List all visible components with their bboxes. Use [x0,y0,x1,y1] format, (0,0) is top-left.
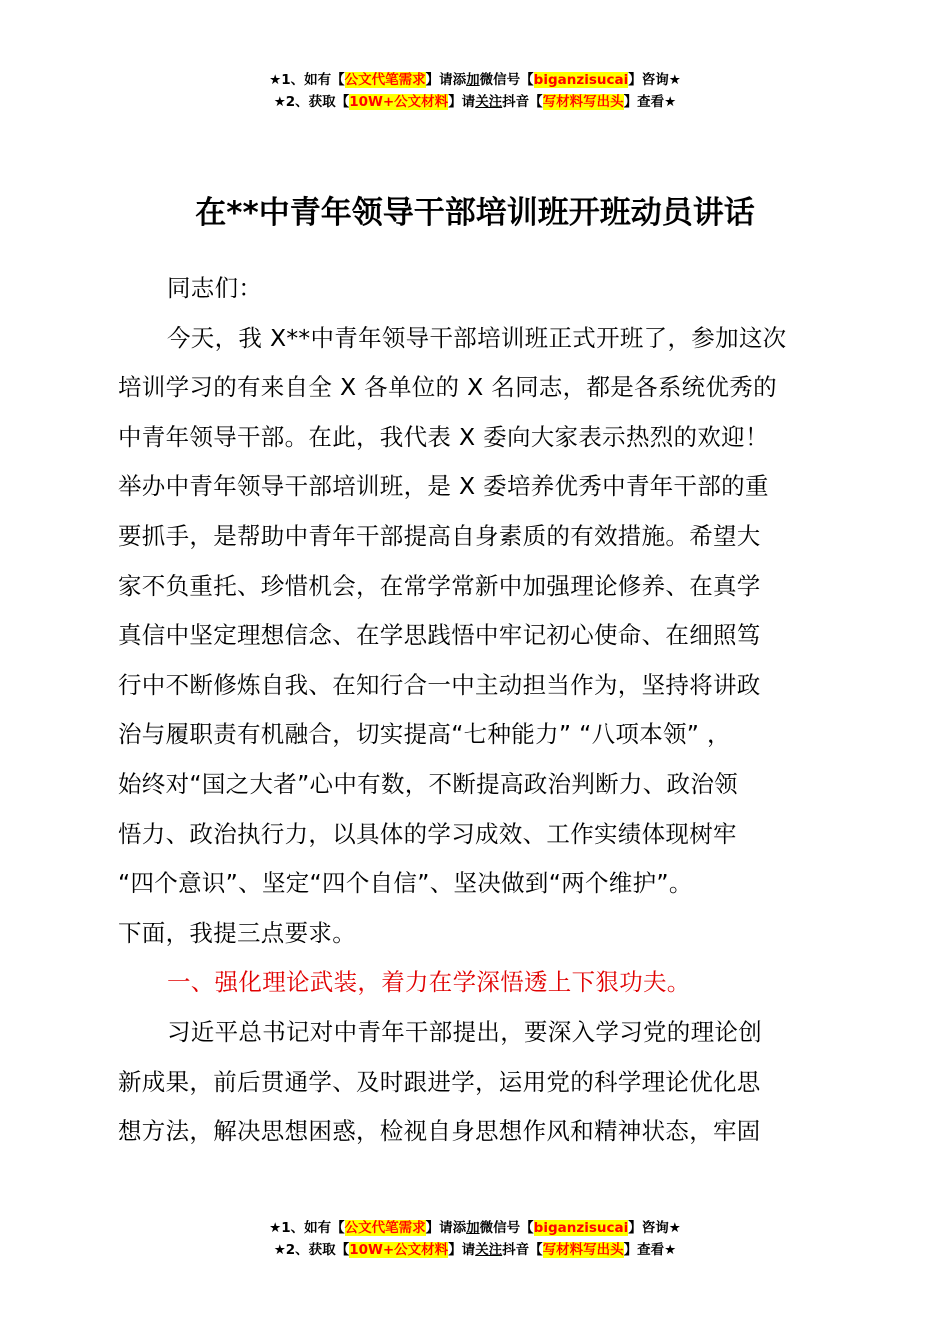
banner-underlined-text: 关注 [475,1242,503,1258]
banner-line-1 [0,1217,950,1239]
banner-text: ★2、获取【 [273,1242,350,1258]
paragraph-line: 治与履职责有机融合，切实提高“七种能力” “八项本领” ， [118,720,731,749]
paragraph-line: “四个意识”、坚定“四个自信”、坚决做到“两个维护”。 [118,869,693,898]
paragraph-line: 习近平总书记对中青年干部提出，要深入学习党的理论创 [167,1017,762,1046]
banner-highlight: 公文代笔需求 [344,72,426,88]
paragraph-1 [118,314,833,959]
paragraph-line: 真信中坚定理想信念、在学思践悟中牢记初心使命、在细照笃 [118,621,761,650]
banner-line-2 [0,91,950,113]
banner-text: 】请添 [425,1220,467,1236]
banner-highlight: 公文代笔需求 [344,1220,426,1236]
banner-text: 抖音【 [502,94,543,110]
banner-text: 微信号【 [479,72,534,88]
banner-text: 微信号【 [479,1220,534,1236]
document-title: 在**中青年领导干部培训班开班动员讲话 [195,195,755,231]
banner-text: 】咨询★ [628,1220,681,1236]
paragraph-2 [118,1008,833,1157]
banner-highlight: 10W+公文材料 [349,1242,449,1258]
document-body [118,264,833,1157]
paragraph-line: 今天，我 X**中青年领导干部培训班正式开班了，参加这次 [167,323,787,352]
salutation: 同志们： [167,274,263,302]
banner-text: 】请 [448,1242,476,1258]
banner-highlight: biganzisucai [533,1220,629,1236]
paragraph-line: 行中不断修炼自我、在知行合一中主动担当作为，坚持将讲政 [118,670,761,699]
paragraph-line: 始终对“国之大者”心中有数，不断提高政治判断力、政治领 [118,769,738,798]
banner-underlined-text: 加 [466,1220,480,1236]
banner-text: 】请添 [425,72,467,88]
section-heading-1: 一、强化理论武装，着力在学深悟透上下狠功夫。 [167,968,691,997]
paragraph-line: 家不负重托、珍惜机会，在常学常新中加强理论修养、在真学 [118,571,761,600]
banner-text: ★1、如有【 [269,72,345,88]
paragraph-line: 中青年领导干部。在此，我代表 X 委向大家表示热烈的欢迎！ [118,422,769,451]
banner-highlight: 写材料写出头 [542,94,624,110]
paragraph-line: 想方法，解决思想困惑，检视自身思想作风和精神状态，牢固 [118,1117,761,1146]
banner-highlight: biganzisucai [533,72,629,88]
banner-text: 】请 [448,94,476,110]
banner-underlined-text: 关注 [475,94,503,110]
banner-text: 】查看★ [623,1242,677,1258]
top-banner [0,69,950,113]
banner-text: 】查看★ [623,94,677,110]
paragraph-line: 悟力、政治执行力，以具体的学习成效、工作实绩体现树牢 [118,819,737,848]
paragraph-line: 新成果，前后贯通学、及时跟进学，运用党的科学理论优化思 [118,1067,761,1096]
banner-text: 抖音【 [502,1242,543,1258]
paragraph-line: 要抓手，是帮助中青年干部提高自身素质的有效措施。希望大 [118,521,761,550]
banner-text: ★2、获取【 [273,94,350,110]
banner-line-1 [0,69,950,91]
bottom-banner [0,1217,950,1261]
banner-highlight: 写材料写出头 [542,1242,624,1258]
banner-underlined-text: 加 [466,72,480,88]
paragraph-line: 下面，我提三点要求。 [118,918,356,947]
paragraph-line: 举办中青年领导干部培训班，是 X 委培养优秀中青年干部的重 [118,472,769,501]
banner-text: ★1、如有【 [269,1220,345,1236]
paragraph-line: 培训学习的有来自全 X 各单位的 X 名同志，都是各系统优秀的 [118,373,777,402]
banner-line-2 [0,1239,950,1261]
banner-text: 】咨询★ [628,72,681,88]
banner-highlight: 10W+公文材料 [349,94,449,110]
